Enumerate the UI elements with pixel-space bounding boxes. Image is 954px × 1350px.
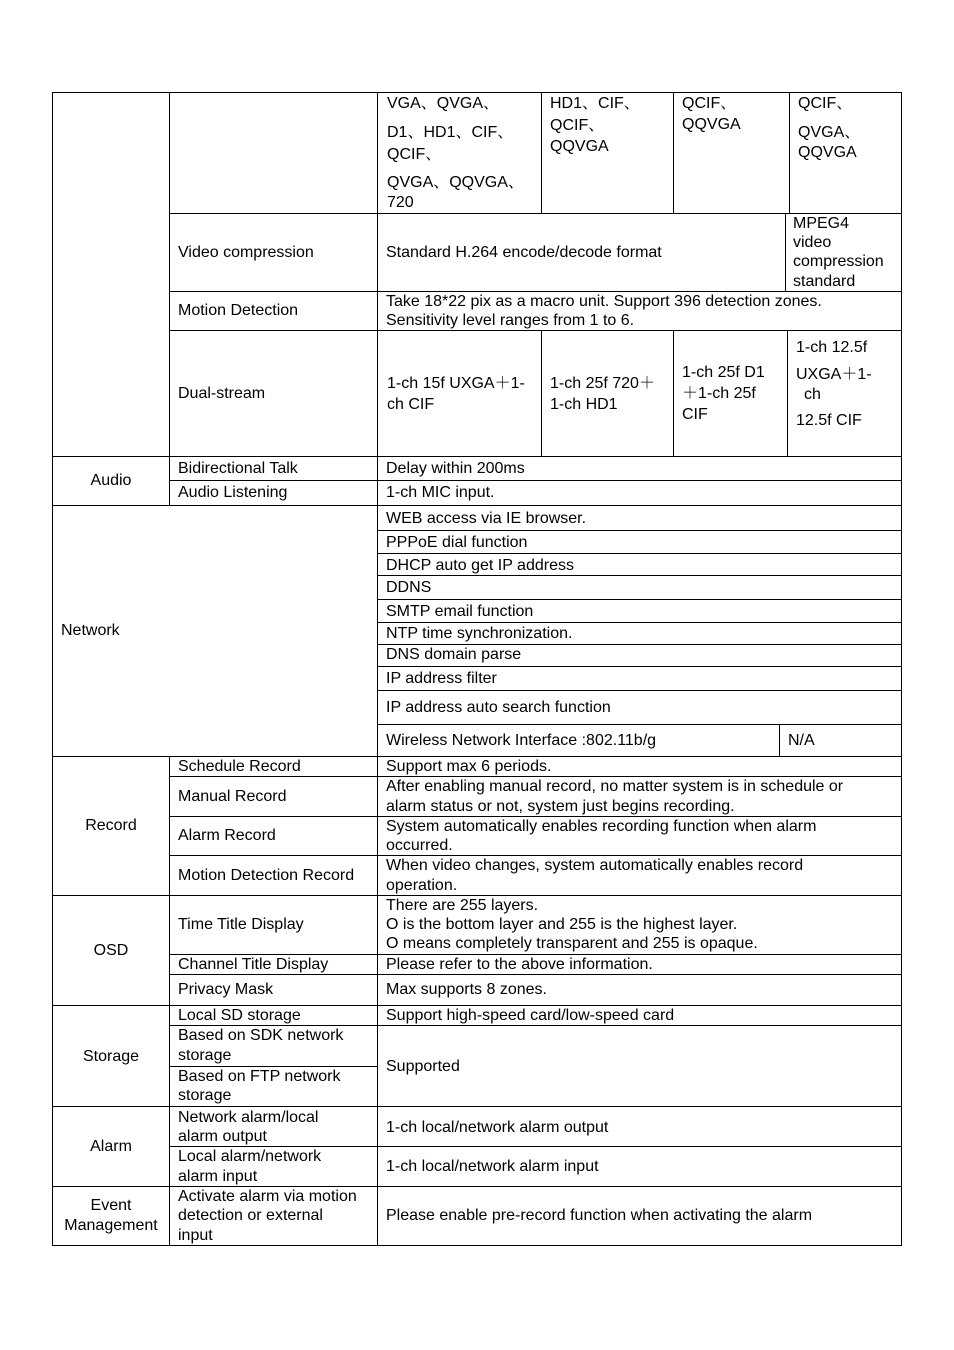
- resolution-cell: QQVGA: [682, 116, 741, 133]
- row-value: 1-ch 12.5f: [796, 339, 868, 356]
- row-value: 1-ch local/network alarm output: [386, 1119, 609, 1136]
- list-item: Wireless Network Interface :802.11b/g: [386, 732, 657, 749]
- row-sep: [377, 599, 902, 600]
- row-value: standard: [793, 273, 856, 290]
- row-sep: [377, 553, 902, 554]
- row-label: Alarm Record: [178, 827, 276, 844]
- list-item: PPPoE dial function: [386, 534, 528, 551]
- row-label: Network alarm/local: [178, 1109, 319, 1126]
- row-value: CIF: [682, 406, 708, 423]
- resolution-cell: QCIF、: [682, 95, 737, 112]
- resolution-cell: 720: [387, 194, 414, 211]
- row-value: 1-ch 15f UXGA＋1-: [387, 375, 525, 392]
- row-value: MPEG4: [793, 215, 850, 232]
- row-sep: [169, 330, 902, 331]
- resolution-cell: VGA、QVGA、: [387, 95, 500, 112]
- list-item: SMTP email function: [386, 603, 534, 620]
- col-sep: [169, 92, 170, 506]
- row-value: Support max 6 periods.: [386, 758, 552, 775]
- row-label: Local alarm/network: [178, 1148, 322, 1165]
- resolution-cell: QCIF、: [550, 117, 605, 134]
- row-value: 1-ch local/network alarm input: [386, 1158, 599, 1175]
- category-label: Alarm: [90, 1138, 132, 1155]
- row-value: 1-ch MIC input.: [386, 484, 495, 501]
- list-item: N/A: [788, 732, 815, 749]
- row-label: alarm input: [178, 1168, 258, 1185]
- category-label: Management: [64, 1217, 158, 1234]
- row-sep: [52, 456, 902, 457]
- row-value: Supported: [386, 1058, 460, 1075]
- row-value: ch CIF: [387, 396, 435, 413]
- category-label: Audio: [90, 472, 132, 489]
- row-sep: [377, 724, 902, 725]
- row-label: storage: [178, 1047, 232, 1064]
- resolution-cell: QVGA、: [798, 124, 861, 141]
- col-sep: [787, 330, 788, 456]
- row-value: Delay within 200ms: [386, 460, 525, 477]
- category-label: OSD: [93, 942, 129, 959]
- row-value: Please refer to the above information.: [386, 956, 653, 973]
- category-label: Event: [90, 1197, 132, 1214]
- category-label: Storage: [82, 1048, 140, 1065]
- row-value: alarm status or not, system just begins recording.: [386, 798, 735, 815]
- col-sep: [377, 92, 378, 1246]
- list-item: IP address filter: [386, 670, 497, 687]
- col-sep: [779, 724, 780, 756]
- resolution-cell: QCIF、: [798, 95, 853, 112]
- row-value: Take 18*22 pix as a macro unit. Support 396 detection zones.: [386, 293, 822, 310]
- col-sep: [673, 330, 674, 456]
- row-value: Max supports 8 zones.: [386, 981, 547, 998]
- row-value: 1-ch 25f D1: [682, 364, 765, 381]
- row-label: Based on SDK network: [178, 1027, 344, 1044]
- list-item: DHCP auto get IP address: [386, 557, 574, 574]
- row-label: alarm output: [178, 1128, 267, 1145]
- resolution-cell: D1、HD1、CIF、: [387, 124, 514, 141]
- row-value: O means completely transparent and 255 is opaque.: [386, 935, 758, 952]
- row-value: O is the bottom layer and 255 is the highest layer.: [386, 916, 738, 933]
- row-label: Activate alarm via motion: [178, 1188, 357, 1205]
- row-label: Channel Title Display: [178, 956, 329, 973]
- row-value: 1-ch HD1: [550, 396, 618, 413]
- row-value: ＋1-ch 25f: [682, 385, 756, 402]
- resolution-cell: QCIF、: [387, 146, 442, 163]
- row-sep: [169, 480, 902, 481]
- table-border-right: [901, 92, 902, 1246]
- row-sep: [169, 974, 902, 975]
- row-sep: [377, 666, 902, 667]
- row-value: After enabling manual record, no matter system is in schedule or: [386, 778, 844, 795]
- row-label: detection or external: [178, 1207, 323, 1224]
- row-value: There are 255 layers.: [386, 897, 539, 914]
- row-label: input: [178, 1227, 213, 1244]
- table-border-bottom: [52, 1245, 902, 1246]
- row-sep: [377, 530, 902, 531]
- category-label: Record: [85, 817, 137, 834]
- row-label: Motion Detection: [178, 302, 299, 319]
- col-sep: [541, 330, 542, 456]
- col-sep: [673, 92, 674, 213]
- row-value: occurred.: [386, 837, 453, 854]
- list-item: DDNS: [386, 579, 432, 596]
- col-sep: [789, 92, 790, 213]
- table-border-top: [52, 92, 902, 93]
- row-sep: [377, 575, 902, 576]
- row-label: Audio Listening: [178, 484, 288, 501]
- row-label: Schedule Record: [178, 758, 301, 775]
- row-label: Manual Record: [178, 788, 287, 805]
- row-value: When video changes, system automatically enables record: [386, 857, 804, 874]
- row-value: operation.: [386, 877, 458, 894]
- row-label: Bidirectional Talk: [178, 460, 298, 477]
- row-value: Support high-speed card/low-speed card: [386, 1007, 675, 1024]
- resolution-cell: QVGA、QQVGA、: [387, 174, 524, 191]
- row-value: System automatically enables recording function when alarm: [386, 818, 817, 835]
- col-sep: [541, 92, 542, 213]
- col-sep: [785, 213, 786, 291]
- category-label: Network: [61, 622, 120, 639]
- row-value: video: [793, 234, 832, 251]
- list-item: IP address auto search function: [386, 699, 611, 716]
- resolution-cell: QQVGA: [798, 144, 857, 161]
- table-border-left: [52, 92, 53, 1246]
- resolution-cell: QQVGA: [550, 138, 609, 155]
- list-item: DNS domain parse: [386, 646, 522, 663]
- row-label: Time Title Display: [178, 916, 304, 933]
- resolution-cell: HD1、CIF、: [550, 95, 640, 112]
- row-label: Local SD storage: [178, 1007, 301, 1024]
- row-value: UXGA＋1-: [796, 366, 872, 383]
- row-label: Based on FTP network: [178, 1068, 341, 1085]
- row-label: Privacy Mask: [178, 981, 274, 998]
- row-label: Motion Detection Record: [178, 867, 355, 884]
- row-value: Sensitivity level ranges from 1 to 6.: [386, 312, 635, 329]
- row-value: Please enable pre-record function when activating the alarm: [386, 1207, 813, 1224]
- list-item: NTP time synchronization.: [386, 625, 573, 642]
- row-value: 12.5f CIF: [796, 412, 862, 429]
- row-label: Video compression: [178, 244, 314, 261]
- row-sep: [377, 690, 902, 691]
- row-value: ch: [804, 386, 821, 403]
- row-label: Dual-stream: [178, 385, 266, 402]
- list-item: WEB access via IE browser.: [386, 510, 587, 527]
- row-sep: [377, 622, 902, 623]
- row-value: Standard H.264 encode/decode format: [386, 244, 662, 261]
- row-sep: [52, 505, 902, 506]
- row-label: storage: [178, 1087, 232, 1104]
- row-value: compression: [793, 253, 884, 270]
- col-sep: [169, 756, 170, 1246]
- row-sep: [52, 1106, 902, 1107]
- row-value: 1-ch 25f 720＋: [550, 375, 655, 392]
